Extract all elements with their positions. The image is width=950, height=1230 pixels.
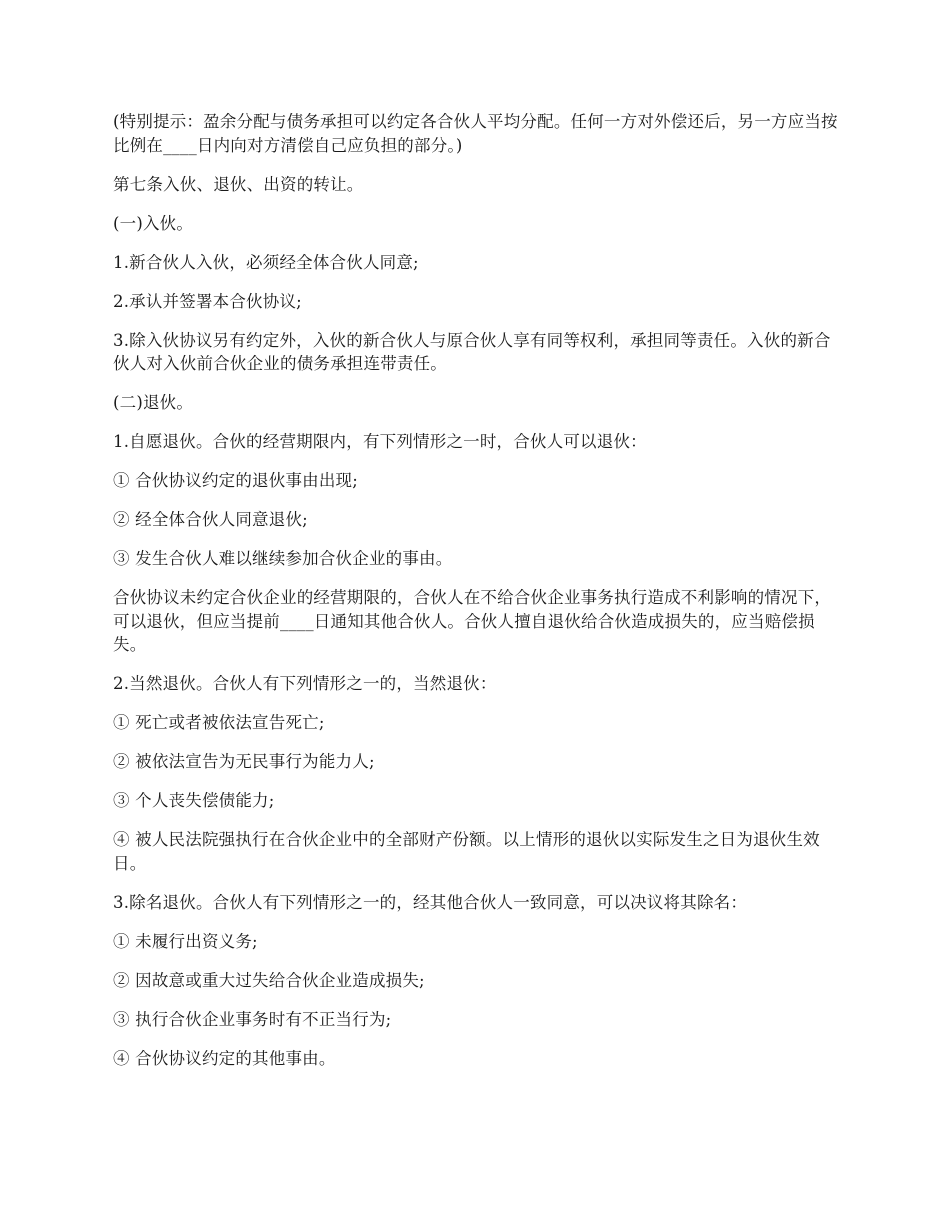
special-notice-paragraph: (特别提示：盈余分配与债务承担可以约定各合伙人平均分配。任何一方对外偿还后，另一方应当按比例在____日内向对方清偿自己应负担的部分。) xyxy=(113,112,838,155)
admission-item-2: 2.承认并签署本合伙协议; xyxy=(113,291,302,311)
automatic-withdrawal-item-2: ② 被依法宣告为无民事行为能力人; xyxy=(113,752,375,771)
automatic-withdrawal-item-3: ③ 个人丧失偿债能力; xyxy=(113,791,275,810)
automatic-withdrawal-item-4: ④ 被人民法院强执行在合伙企业中的全部财产份额。以上情形的退伙以实际发生之日为退伙生效日。 xyxy=(113,830,820,873)
voluntary-withdrawal-item-2: ② 经全体合伙人同意退伙; xyxy=(113,510,308,529)
section-admission-heading: (一)入伙。 xyxy=(113,213,194,233)
article-seven-heading: 第七条入伙、退伙、出资的转让。 xyxy=(113,174,364,194)
section-withdrawal-heading: (二)退伙。 xyxy=(113,393,194,412)
voluntary-withdrawal-paragraph: 1.自愿退伙。合伙的经营期限内，有下列情形之一时，合伙人可以退伙： xyxy=(113,432,647,451)
voluntary-withdrawal-item-3: ③ 发生合伙人难以继续参加合伙企业的事由。 xyxy=(113,549,453,568)
expulsion-item-3: ③ 执行合伙企业事务时有不正当行为; xyxy=(113,1009,392,1029)
automatic-withdrawal-paragraph: 2.当然退伙。合伙人有下列情形之一的，当然退伙： xyxy=(113,674,497,693)
expulsion-item-1: ① 未履行出资义务; xyxy=(113,931,258,951)
admission-item-3: 3.除入伙协议另有约定外，入伙的新合伙人与原合伙人享有同等权利，承担同等责任。入伙的新合伙人对入伙前合伙企业的债务承担连带责任。 xyxy=(113,330,831,373)
expulsion-withdrawal-paragraph: 3.除名退伙。合伙人有下列情形之一的，经其他合伙人一致同意，可以决议将其除名： xyxy=(113,892,748,912)
expulsion-item-4: ④ 合伙协议约定的其他事由。 xyxy=(113,1048,336,1068)
automatic-withdrawal-item-1: ① 死亡或者被依法宣告死亡; xyxy=(113,713,325,732)
document-body xyxy=(113,110,840,1086)
voluntary-withdrawal-item-1: ① 合伙协议约定的退伙事由出现; xyxy=(113,471,359,490)
admission-item-1: 1.新合伙人入伙，必须经全体合伙人同意; xyxy=(113,252,419,272)
unspecified-term-withdrawal-paragraph: 合伙协议未约定合伙企业的经营期限的，合伙人在不给合伙企业事务执行造成不利影响的情况下，可以退伙，但应当提前____日通知其他合伙人。合伙人擅自退伙给合伙造成损失的，应当赔偿损失。 xyxy=(113,588,832,654)
expulsion-item-2: ② 因故意或重大过失给合伙企业造成损失; xyxy=(113,970,425,990)
